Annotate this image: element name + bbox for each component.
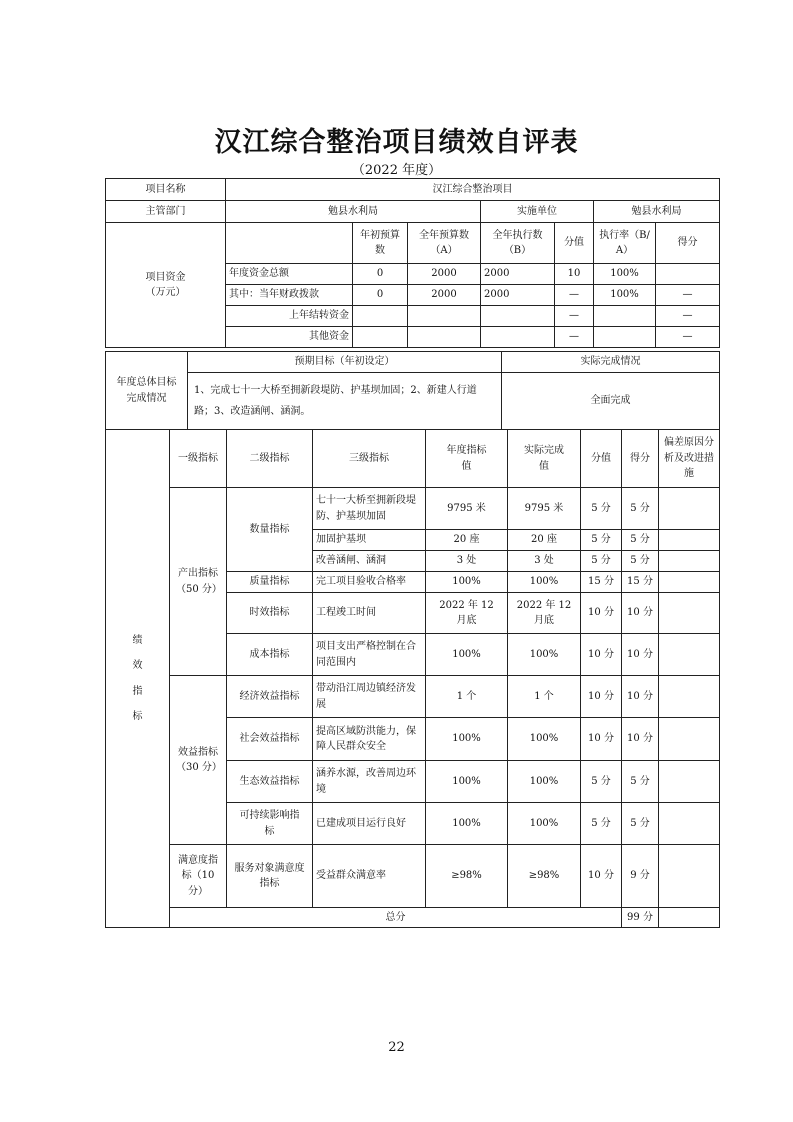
level3-cell: 项目支出严格控制在合同范围内 [313, 634, 426, 676]
score-value-cell: 15 分 [581, 572, 622, 593]
note-cell [659, 551, 720, 572]
score-value-cell: 5 分 [581, 488, 622, 530]
funds-cell: 2000 [408, 264, 481, 285]
score-cell: 10 分 [622, 634, 659, 676]
actual-cell: 1 个 [508, 676, 581, 718]
actual-cell: 100% [508, 572, 581, 593]
actual-cell: ≥98% [508, 845, 581, 908]
funds-cell [408, 327, 481, 348]
funds-cell: 2000 [481, 264, 555, 285]
score-cell: 5 分 [622, 803, 659, 845]
note-cell [659, 676, 720, 718]
actual-cell: 3 处 [508, 551, 581, 572]
actual-goals: 全面完成 [502, 373, 720, 430]
target-cell: 100% [426, 718, 508, 761]
score-cell: 9 分 [622, 845, 659, 908]
target-cell: 2022 年 12 月底 [426, 593, 508, 634]
total-value: 99 分 [622, 908, 659, 928]
funds-cell: 0 [353, 285, 408, 306]
goals-label: 年度总体目标完成情况 [106, 352, 188, 430]
note-cell [659, 845, 720, 908]
perf-header: 偏差原因分析及改进措施 [659, 430, 720, 488]
target-cell: 9795 米 [426, 488, 508, 530]
score-cell: 5 分 [622, 551, 659, 572]
target-cell: 100% [426, 761, 508, 803]
project-name: 汉江综合整治项目 [226, 179, 720, 201]
perf-header: 实际完成值 [508, 430, 581, 488]
page-number: 22 [388, 1040, 405, 1055]
actual-cell: 20 座 [508, 530, 581, 551]
dept-label: 主管部门 [106, 201, 226, 223]
note-cell [659, 803, 720, 845]
perf-header: 分值 [581, 430, 622, 488]
actual-cell: 100% [508, 634, 581, 676]
expected-header: 预期目标（年初设定） [188, 352, 502, 373]
funds-header: 年初预算数 [353, 223, 408, 264]
performance-table [105, 429, 720, 928]
level3-cell: 受益群众满意率 [313, 845, 426, 908]
target-cell: 20 座 [426, 530, 508, 551]
dept-value: 勉县水利局 [226, 201, 481, 223]
funds-header: 全年执行数（B） [481, 223, 555, 264]
actual-cell: 9795 米 [508, 488, 581, 530]
level1-output: 产出指标（50 分） [170, 488, 227, 676]
funds-header: 执行率（B/A） [594, 223, 656, 264]
note-cell [659, 634, 720, 676]
funds-cell: — [656, 306, 720, 327]
level2-cell: 生态效益指标 [227, 761, 313, 803]
funds-cell [408, 306, 481, 327]
level3-cell: 带动沿江周边镇经济发展 [313, 676, 426, 718]
actual-cell: 2022 年 12 月底 [508, 593, 581, 634]
target-cell: 3 处 [426, 551, 508, 572]
target-cell: 100% [426, 572, 508, 593]
funds-row-name: 年度资金总额 [226, 264, 353, 285]
page-subtitle: （2022 年度） [351, 163, 442, 178]
note-cell [659, 572, 720, 593]
actual-cell: 100% [508, 803, 581, 845]
funds-cell: — [656, 327, 720, 348]
perf-header: 一级指标 [170, 430, 227, 488]
score-value-cell: 10 分 [581, 845, 622, 908]
impl-label: 实施单位 [481, 201, 594, 223]
funds-row-name: 上年结转资金 [226, 306, 353, 327]
note-cell [659, 718, 720, 761]
target-cell: 100% [426, 634, 508, 676]
level3-cell: 改善涵闸、涵洞 [313, 551, 426, 572]
level2-cell: 数量指标 [227, 488, 313, 572]
funds-row-name: 其中：当年财政拨款 [226, 285, 353, 306]
funds-header: 全年预算数（A） [408, 223, 481, 264]
perf-header: 二级指标 [227, 430, 313, 488]
perf-header: 得分 [622, 430, 659, 488]
funds-cell: 2000 [408, 285, 481, 306]
level3-cell: 提高区域防洪能力，保障人民群众安全 [313, 718, 426, 761]
level2-cell: 经济效益指标 [227, 676, 313, 718]
score-value-cell: 10 分 [581, 593, 622, 634]
funds-row-name: 其他资金 [226, 327, 353, 348]
perf-header: 年度指标值 [426, 430, 508, 488]
note-cell [659, 761, 720, 803]
level1-satisfaction: 满意度指标（10 分） [170, 845, 227, 908]
funds-cell [594, 306, 656, 327]
target-cell: 1 个 [426, 676, 508, 718]
perf-side-label: 绩 效 指 标 [106, 430, 170, 928]
funds-cell: — [555, 285, 594, 306]
score-value-cell: 5 分 [581, 551, 622, 572]
score-value-cell: 5 分 [581, 530, 622, 551]
score-value-cell: 5 分 [581, 803, 622, 845]
score-value-cell: 5 分 [581, 761, 622, 803]
funds-cell: 0 [353, 264, 408, 285]
level3-cell: 七十一大桥至拥新段堤防、护基坝加固 [313, 488, 426, 530]
level3-cell: 已建成项目运行良好 [313, 803, 426, 845]
level2-cell: 成本指标 [227, 634, 313, 676]
funds-table [105, 178, 720, 348]
level2-cell: 时效指标 [227, 593, 313, 634]
project-name-label: 项目名称 [106, 179, 226, 201]
funds-cell: — [555, 327, 594, 348]
funds-cell [353, 306, 408, 327]
score-cell: 15 分 [622, 572, 659, 593]
total-blank [659, 908, 720, 928]
funds-cell: 2000 [481, 285, 555, 306]
funds-cell: — [656, 285, 720, 306]
score-cell: 5 分 [622, 530, 659, 551]
level3-cell: 工程竣工时间 [313, 593, 426, 634]
funds-cell: 10 [555, 264, 594, 285]
actual-header: 实际完成情况 [502, 352, 720, 373]
actual-cell: 100% [508, 718, 581, 761]
level3-cell: 完工项目验收合格率 [313, 572, 426, 593]
target-cell: ≥98% [426, 845, 508, 908]
note-cell [659, 593, 720, 634]
perf-header: 三级指标 [313, 430, 426, 488]
page-title: 汉江综合整治项目绩效自评表 [214, 127, 579, 158]
funds-cell [481, 306, 555, 327]
impl-value: 勉县水利局 [594, 201, 720, 223]
score-cell: 10 分 [622, 718, 659, 761]
target-cell: 100% [426, 803, 508, 845]
total-label: 总分 [170, 908, 622, 928]
level2-cell: 社会效益指标 [227, 718, 313, 761]
level2-cell: 服务对象满意度指标 [227, 845, 313, 908]
score-cell: 10 分 [622, 676, 659, 718]
goals-table [105, 351, 720, 430]
expected-goals: 1、完成七十一大桥至拥新段堤防、护基坝加固；2、新建人行道路；3、改造涵闸、涵洞。 [188, 373, 502, 430]
score-cell: 10 分 [622, 593, 659, 634]
actual-cell: 100% [508, 761, 581, 803]
score-cell: 5 分 [622, 488, 659, 530]
funds-cell [594, 327, 656, 348]
level3-cell: 加固护基坝 [313, 530, 426, 551]
funds-cell: — [555, 306, 594, 327]
funds-header: 得分 [656, 223, 720, 264]
score-value-cell: 10 分 [581, 634, 622, 676]
funds-cell: 100% [594, 264, 656, 285]
score-value-cell: 10 分 [581, 676, 622, 718]
level1-benefit: 效益指标（30 分） [170, 676, 227, 845]
funds-header-blank [226, 223, 353, 264]
score-cell: 5 分 [622, 761, 659, 803]
funds-cell [656, 264, 720, 285]
note-cell [659, 488, 720, 530]
level3-cell: 涵养水源，改善周边环境 [313, 761, 426, 803]
funds-header: 分值 [555, 223, 594, 264]
level2-cell: 可持续影响指标 [227, 803, 313, 845]
funds-cell [481, 327, 555, 348]
level2-cell: 质量指标 [227, 572, 313, 593]
funds-cell [353, 327, 408, 348]
score-value-cell: 10 分 [581, 718, 622, 761]
note-cell [659, 530, 720, 551]
funds-cell: 100% [594, 285, 656, 306]
funds-label: 项目资金 （万元） [106, 223, 226, 348]
